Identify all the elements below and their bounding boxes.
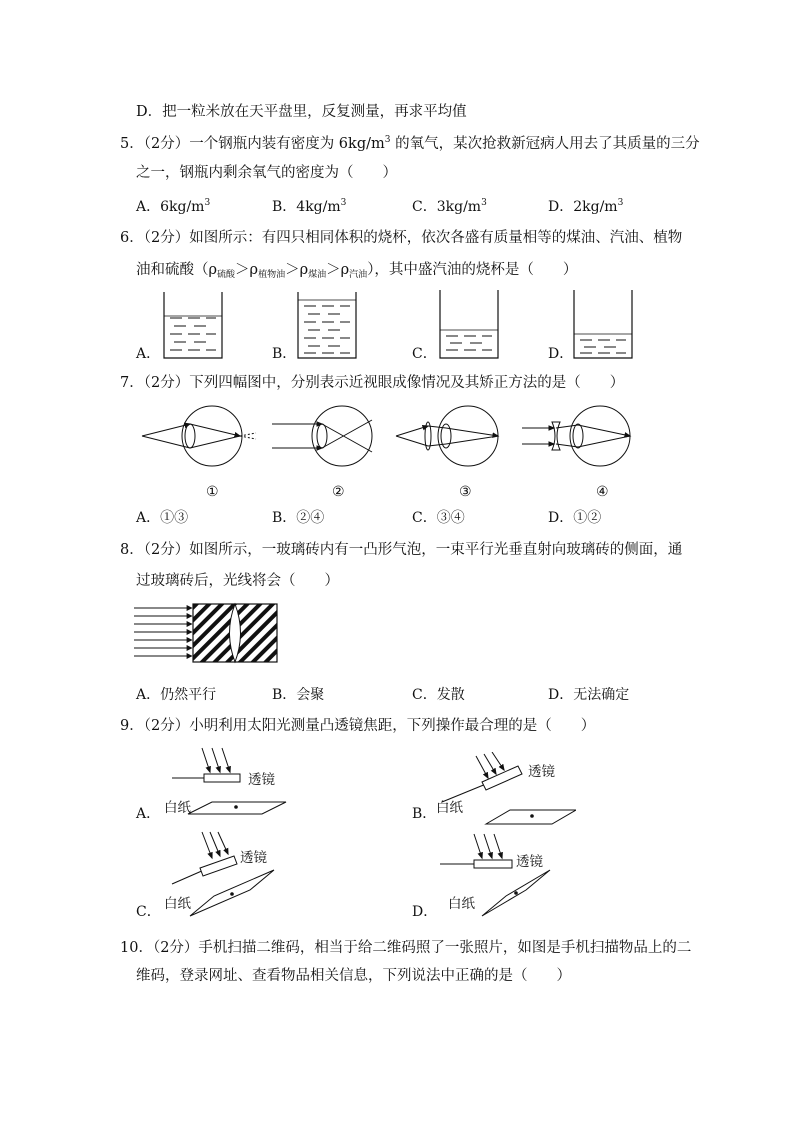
beaker-d [574,290,632,358]
q9-b-paper-label: 白纸 [436,800,463,816]
q7-stem: 7．（2分）下列四幅图中，分别表示近视眼成像情况及其矫正方法的是（ ） [120,375,625,391]
q9-d-paper-label: 白纸 [448,896,475,912]
q9-label-b: B． [412,806,437,822]
q7-fig-label-4: ④ [596,484,609,500]
q5-stem-line1 [120,134,700,154]
q7-option-b: B．②④ [272,510,325,526]
q7-fig-label-2: ② [332,484,345,500]
q5-option-c: C．$3kg/m^3$ [412,198,487,215]
q6-label-d: D． [548,346,574,362]
q9-label-d: D． [412,904,438,920]
q7-fig-label-1: ① [206,484,219,500]
q6-label-b: B． [272,346,297,362]
q6-stem-line2: 油和硫酸$(\rho_{硫酸}>\rho_{植物油}>\rho_{煤油}>\rho_{汽油})$，其中盛汽油的烧杯是（ ） [136,262,578,280]
q5-option-b: B．$4kg/m^3$ [272,198,347,215]
q9-c-paper-label: 白纸 [164,896,191,912]
q10-stem-line2: 维码，登录网址、查看物品相关信息，下列说法中正确的是（ ） [136,968,571,984]
q9-label-a: A． [136,806,161,822]
q10-stem-line1: 10．（2分）手机扫描二维码，相当于给二维码照了一张照片，如图是手机扫描物品上的二 [120,940,692,956]
beaker-a [164,292,222,358]
q9-label-c: C． [136,904,161,920]
q8-stem-line1: 8．（2分）如图所示，一玻璃砖内有一凸形气泡，一束平行光垂直射向玻璃砖的侧面，通 [120,542,683,558]
eye-figure-4 [522,406,630,466]
q7-fig-label-3: ③ [459,484,472,500]
q6-label-c: C． [412,346,437,362]
q6-beakers-figure [150,286,650,362]
q9-d-lens-label: 透镜 [516,854,543,870]
q5-option-a: A．$6kg/m^3$ [136,198,211,215]
q8-stem-line2: 过玻璃砖后，光线将会（ ） [136,573,339,589]
q5-stem-line2: 之一，钢瓶内剩余氧气的密度为（ ） [136,165,397,181]
q7-option-c: C．③④ [412,510,465,526]
beaker-c [440,290,498,358]
q5-option-d: D．$2kg/m^3$ [548,198,624,215]
q7-eye-figures [136,398,656,482]
q6-label-a: A． [136,346,161,362]
q9-a-paper-label: 白纸 [164,800,191,816]
q5-stem-a: 5．（2分）一个钢瓶内装有密度为 6kg/m [120,136,385,152]
q9-c-lens-label: 透镜 [240,850,267,866]
eye-figure-1 [142,406,256,466]
incident-rays [134,608,192,656]
q9-b-lens-label: 透镜 [528,764,555,780]
q6-stem-line1: 6．（2分）如图所示：有四只相同体积的烧杯，依次各盛有质量相等的煤油、汽油、植物 [120,230,683,246]
q9-stem: 9．（2分）小明利用太阳光测量凸透镜焦距，下列操作最合理的是（ ） [120,718,596,734]
q8-glass-brick-figure [132,602,282,666]
beaker-b [298,292,356,358]
eye-figure-3 [396,406,498,466]
q9-a-lens-label: 透镜 [248,772,275,788]
q8-option-a: A．仍然平行 [136,687,217,703]
q5-stem-sup: 3 [384,135,391,145]
eye-figure-2 [272,406,372,466]
q5-stem-b: 的氧气，某次抢救新冠病人用去了其质量的三分 [390,136,700,152]
q7-option-a: A．①③ [136,510,189,526]
q8-option-c: C．发散 [412,687,465,703]
q8-option-b: B．会聚 [272,687,325,703]
q8-option-d: D．无法确定 [548,687,630,703]
q7-option-d: D．①② [548,510,602,526]
q4-option-d: D．把一粒米放在天平盘里，反复测量，再求平均值 [136,104,467,120]
